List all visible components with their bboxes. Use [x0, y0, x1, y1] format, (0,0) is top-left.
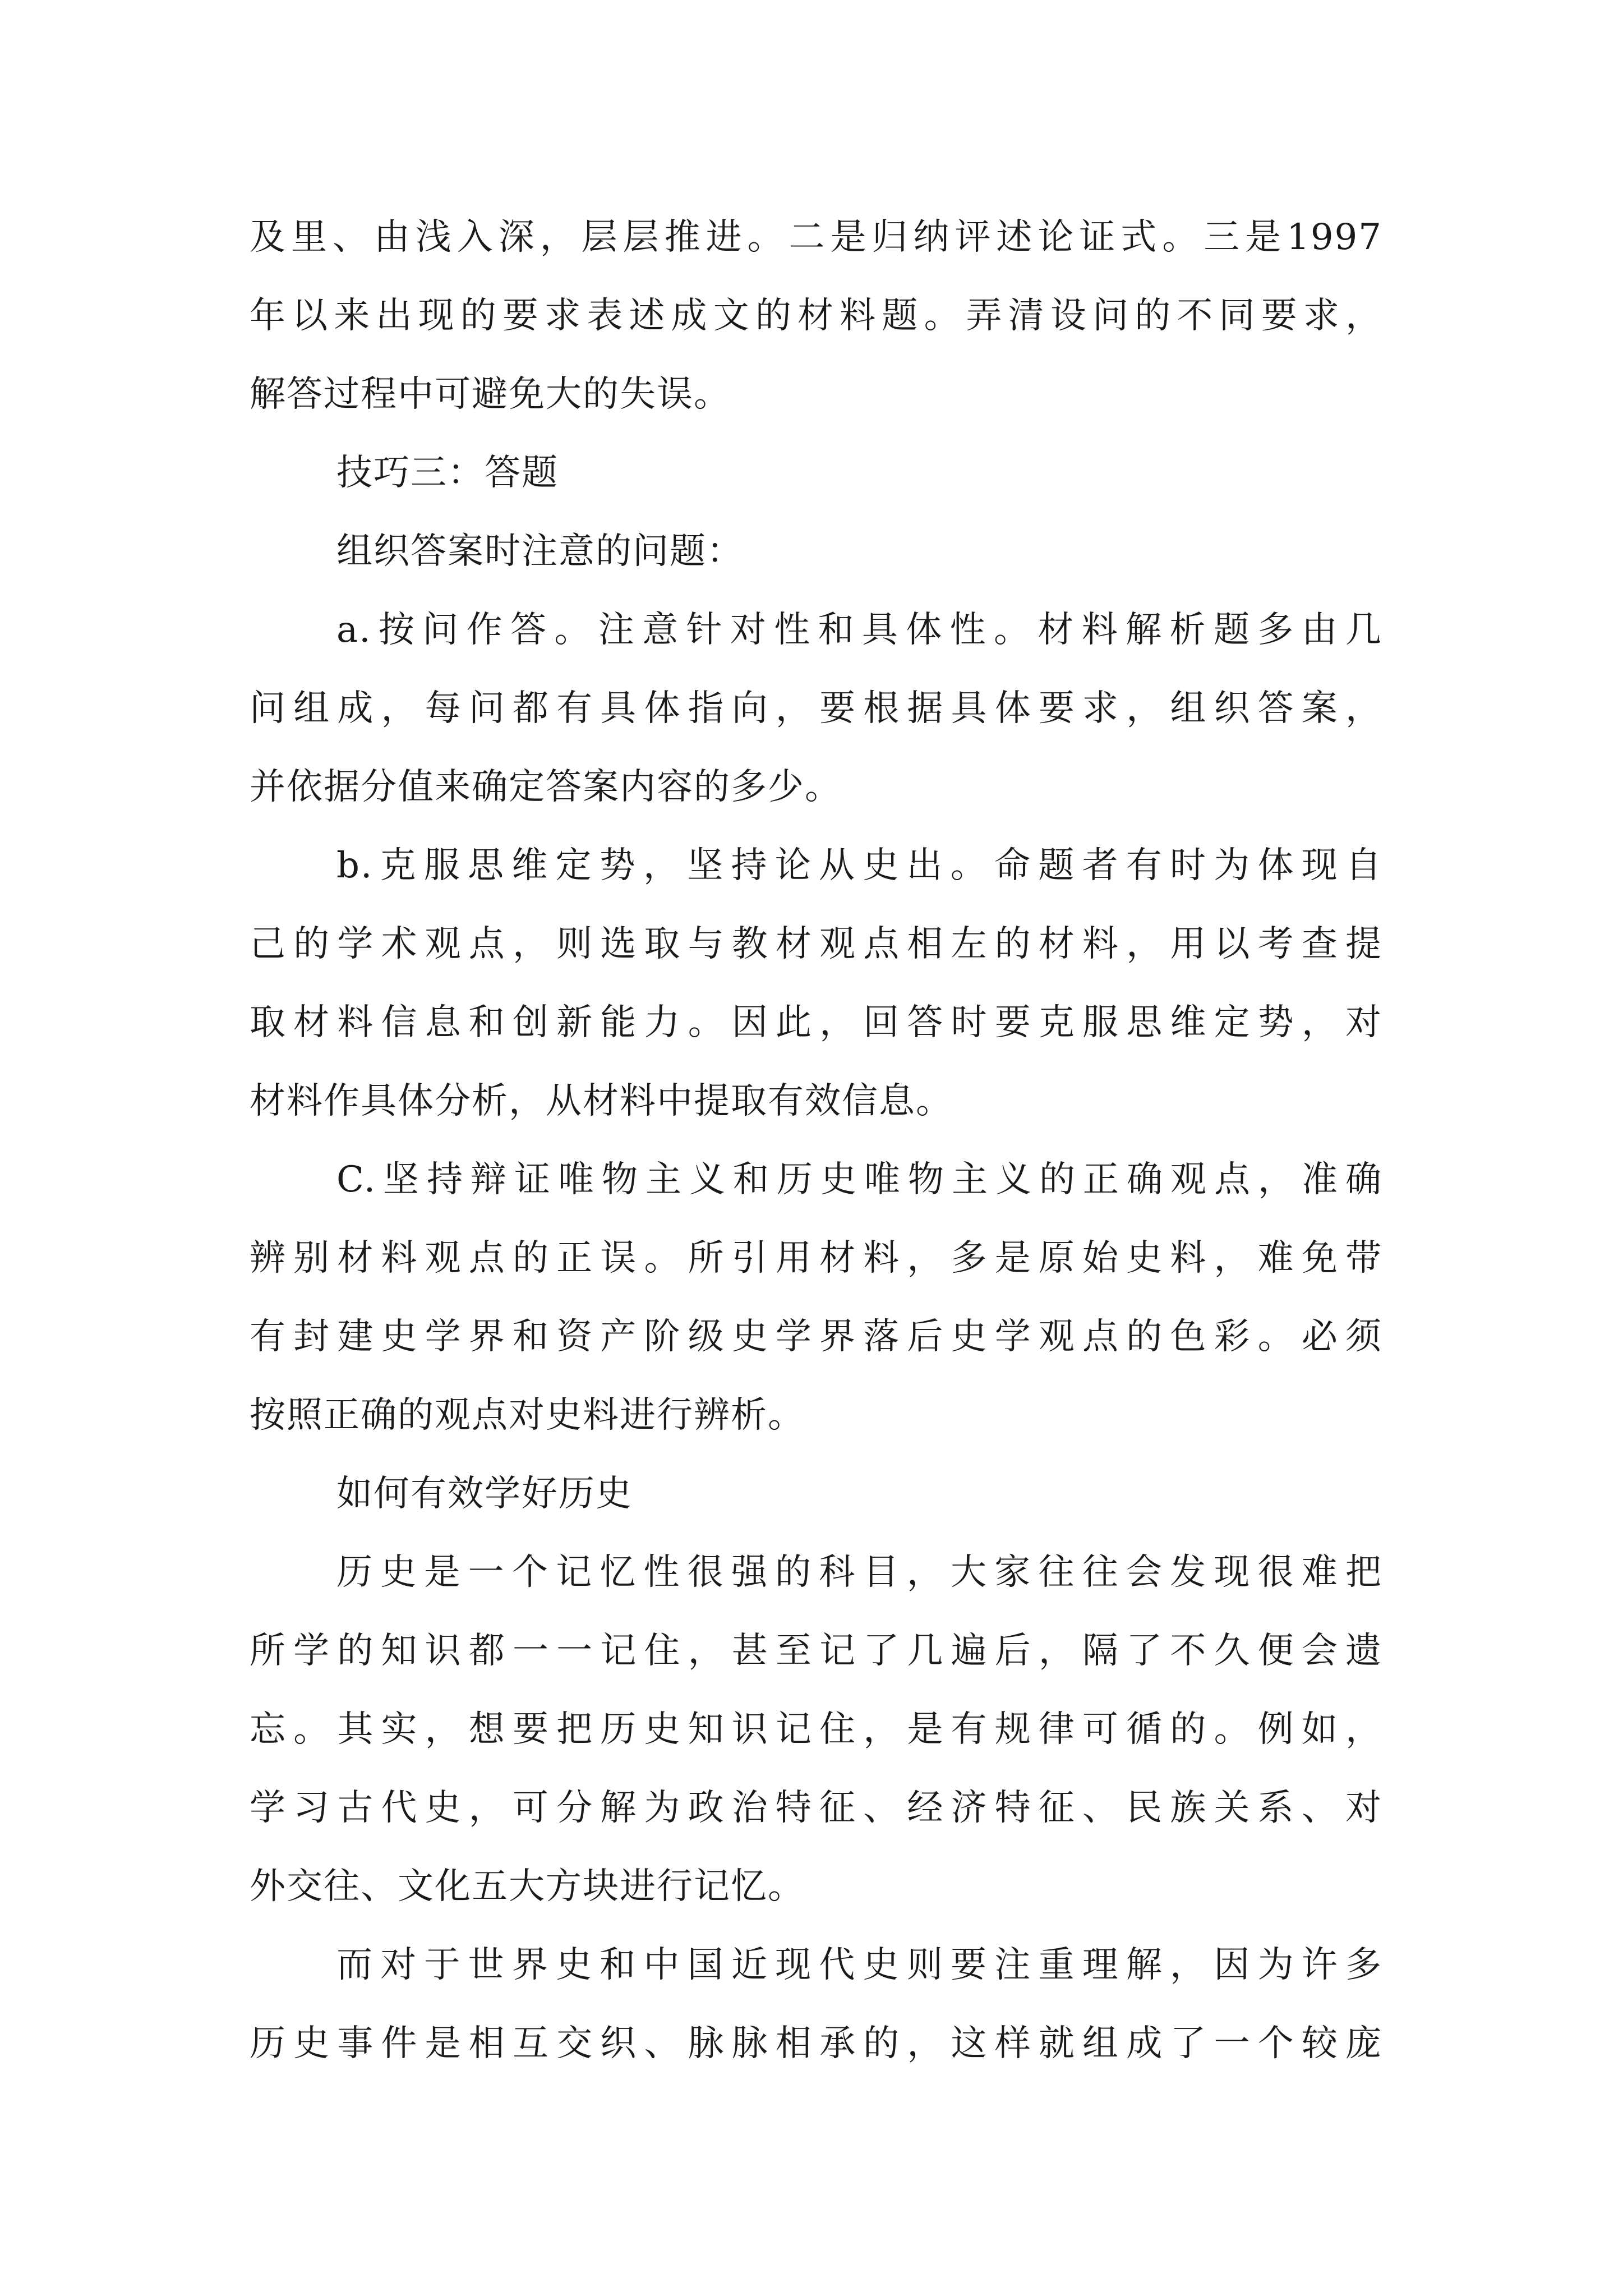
text-line: 历史事件是相互交织、脉脉相承的，这样就组成了一个较庞 — [250, 2023, 1382, 2064]
text-line: 所学的知识都一一记住，甚至记了几遍后，隔了不久便会遗 — [250, 1630, 1382, 1672]
text-line: C.坚持辩证唯物主义和历史唯物主义的正确观点，准确 — [336, 1159, 1382, 1200]
text-line: 己的学术观点，则选取与教材观点相左的材料，用以考查提 — [250, 923, 1382, 965]
text-line: 学习古代史，可分解为政治特征、经济特征、民族关系、对 — [250, 1787, 1382, 1829]
text-line: 按照正确的观点对史料进行辨析。 — [250, 1395, 805, 1436]
text-line: 并依据分值来确定答案内容的多少。 — [250, 766, 842, 808]
text-line: 辨别材料观点的正误。所引用材料，多是原始史料，难免带 — [250, 1237, 1382, 1279]
text-line: 有封建史学界和资产阶级史学界落后史学观点的色彩。必须 — [250, 1316, 1382, 1358]
text-line: 忘。其实，想要把历史知识记住，是有规律可循的。例如， — [250, 1709, 1382, 1750]
text-line: 解答过程中可避免大的失误。 — [250, 374, 731, 415]
text-line: 取材料信息和创新能力。因此，回答时要克服思维定势，对 — [250, 1002, 1382, 1043]
text-line: 外交往、文化五大方块进行记忆。 — [250, 1866, 805, 1907]
text-line: 组织答案时注意的问题： — [336, 531, 744, 572]
text-line: a.按问作答。注意针对性和具体性。材料解析题多由几 — [336, 609, 1382, 651]
section-heading: 技巧三：答题 — [336, 452, 559, 494]
section-heading: 如何有效学好历史 — [336, 1473, 633, 1515]
text-line: 历史是一个记忆性很强的科目，大家往往会发现很难把 — [336, 1552, 1382, 1593]
text-line: 及里、由浅入深，层层推进。二是归纳评述论证式。三是1997 — [250, 217, 1382, 258]
text-line: b.克服思维定势，坚持论从史出。命题者有时为体现自 — [336, 845, 1382, 886]
text-line: 年以来出现的要求表述成文的材料题。弄清设问的不同要求， — [250, 295, 1382, 337]
text-line: 问组成，每问都有具体指向，要根据具体要求，组织答案， — [250, 688, 1382, 729]
text-line: 而对于世界史和中国近现代史则要注重理解，因为许多 — [336, 1944, 1382, 1986]
text-line: 材料作具体分析，从材料中提取有效信息。 — [250, 1080, 953, 1122]
